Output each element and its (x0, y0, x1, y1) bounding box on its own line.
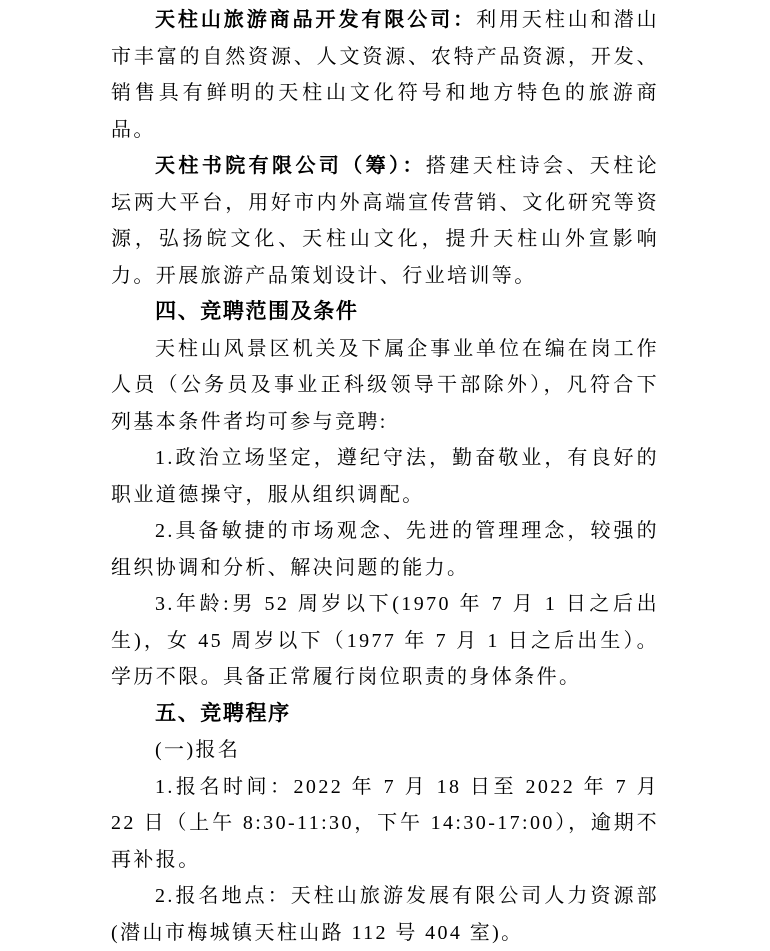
paragraph-company-goods (111, 2, 659, 148)
document-text-block (111, 2, 659, 951)
company-goods-name: 天柱山旅游商品开发有限公司： (155, 9, 477, 31)
paragraph-registration-place: 2.报名地点：天柱山旅游发展有限公司人力资源部(潜山市梅城镇天柱山路 112 号 404 室)。 (111, 885, 659, 944)
section-heading-four: 四、竞聘范围及条件 (155, 300, 359, 323)
paragraph-condition-3: 3.年龄:男 52 周岁以下(1970 年 7 月 1 日之后出生)，女 45 周岁以下（1977 年 7 月 1 日之后出生）。学历不限。具备正常履行岗位职责的身体条件。 (111, 593, 659, 688)
paragraph-registration-time: 1.报名时间：2022 年 7 月 18 日至 2022 年 7 月 22 日（上午 8:30-11:30，下午 14:30-17:00），逾期不再补报。 (111, 775, 659, 871)
company-academy-name: 天柱书院有限公司（筹）： (155, 155, 426, 177)
company-goods-description: 利用天柱山和潜山市丰富的自然资源、人文资源、农特产品资源，开发、销售具有鲜明的天柱山文化符号和地方特色的旅游商品。 (111, 9, 659, 141)
subsection-heading-registration: (一)报名 (155, 739, 241, 761)
paragraph-company-academy (111, 148, 659, 294)
company-academy-description: 搭建天柱诗会、天柱论坛两大平台，用好市内外高端宣传营销、文化研究等资源，弘扬皖文化、天柱山文化，提升天柱山外宣影响力。开展旅游产品策划设计、行业培训等。 (111, 155, 660, 287)
paragraph-condition-1: 1.政治立场坚定，遵纪守法，勤奋敬业，有良好的职业道德操守，服从组织调配。 (111, 447, 659, 506)
paragraph-condition-2: 2.具备敏捷的市场观念、先进的管理理念，较强的组织协调和分析、解决问题的能力。 (111, 520, 659, 579)
paragraph-scope: 天柱山风景区机关及下属企事业单位在编在岗工作人员（公务员及事业正科级领导干部除外），凡符合下列基本条件者均可参与竞聘: (111, 337, 659, 433)
section-heading-five: 五、竞聘程序 (155, 701, 291, 725)
